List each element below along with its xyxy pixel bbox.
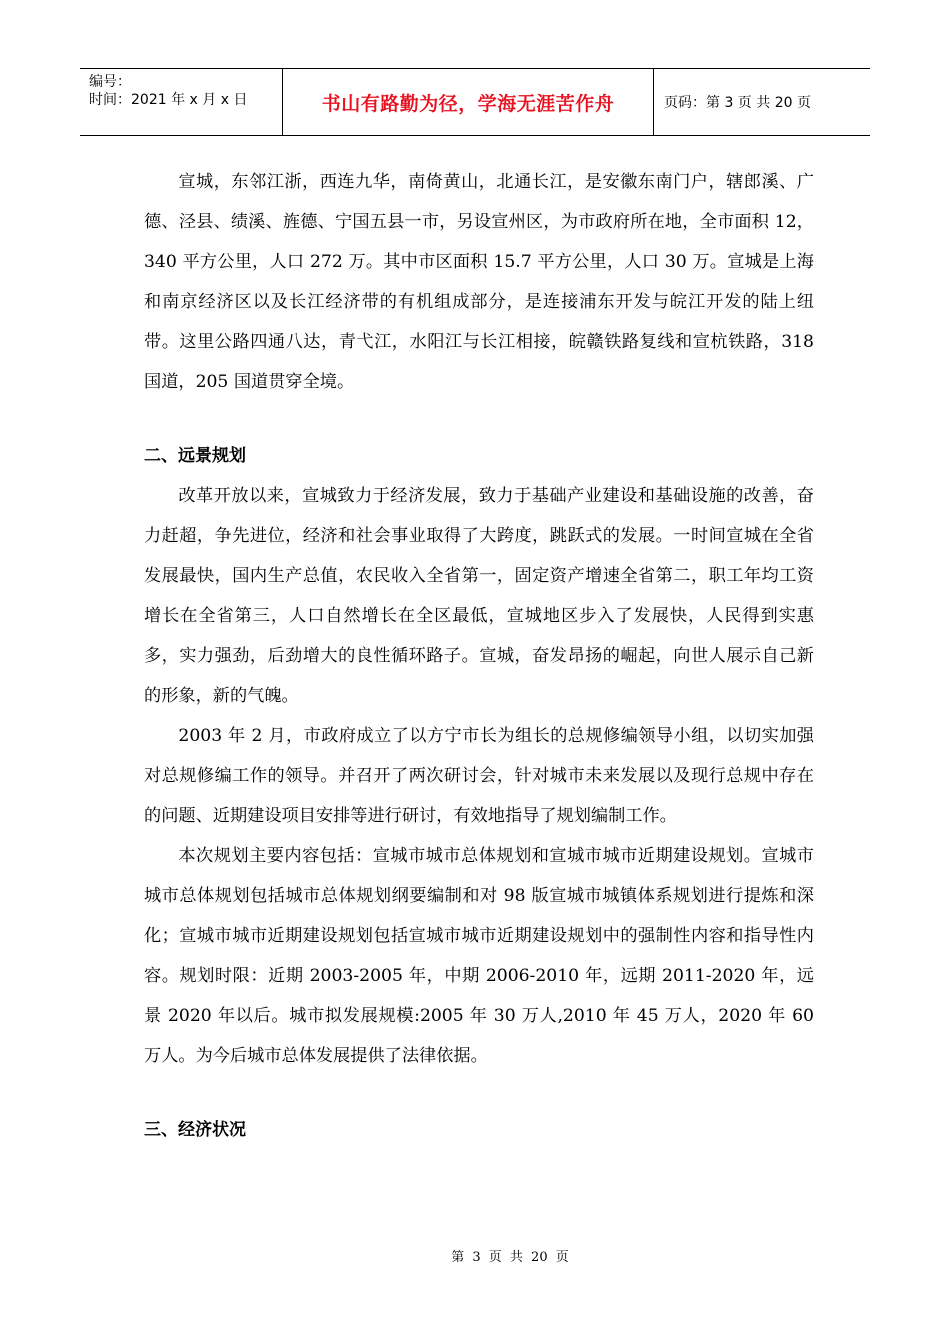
header-meta: [80, 69, 282, 135]
page-footer: 第 3 页 共 20 页: [451, 1250, 569, 1265]
intro-paragraph: 宣城，东邻江浙，西连九华，南倚黄山，北通长江，是安徽东南门户，辖郎溪、广德、泾县、绩溪、旌德、宁国五县一市，另设宣州区，为市政府所在地，全市面积 12，340 平方公里，人口 272 万。其中市区面积 15.7 平方公里，人口 30 万。宣城是上海和南京经济区以及长江经济带的有机组成部分，是连接浦东开发与皖江开发的陆上纽带。这里公路四通八达，青弋江，水阳江与长江相接，皖赣铁路复线和宣杭铁路，318 国道，205 国道贯穿全境。: [144, 172, 814, 392]
spacer: [144, 402, 814, 436]
document-date-label: 时间：2021 年 x 月 x 日: [89, 92, 248, 108]
vision-paragraph-2: 2003 年 2 月，市政府成立了以方宁市长为组长的总规修编领导小组，以切实加强对总规修编工作的领导。并召开了两次研讨会，针对城市未来发展以及现行总规中存在的问题、近期建设项目安排等进行研讨，有效地指导了规划编制工作。: [144, 726, 814, 826]
header-page-label: 页码：第 3 页 共 20 页: [664, 95, 811, 111]
header-motto: 书山有路勤为径，学海无涯苦作舟: [282, 69, 654, 135]
document-header: [80, 68, 870, 136]
section-heading-economy: 三、经济状况: [144, 1120, 246, 1140]
section-heading-vision: 二、远景规划: [144, 446, 246, 466]
vision-paragraph-1: 改革开放以来，宣城致力于经济发展，致力于基础产业建设和基础设施的改善，奋力赶超，争先进位，经济和社会事业取得了大跨度，跳跃式的发展。一时间宣城在全省发展最快，国内生产总值，农民收入全省第一，固定资产增速全省第二，职工年均工资增长在全省第三，人口自然增长在全区最低，宣城地区步入了发展快，人民得到实惠多，实力强劲，后劲增大的良性循环路子。宣城，奋发昂扬的崛起，向世人展示自己新的形象，新的气魄。: [144, 486, 814, 706]
document-body: [144, 162, 814, 1150]
vision-paragraph-3: 本次规划主要内容包括：宣城市城市总体规划和宣城市城市近期建设规划。宣城市城市总体规划包括城市总体规划纲要编制和对 98 版宣城市城镇体系规划进行提炼和深化；宣城市城市近期建设规划包括宣城市城市近期建设规划中的强制性内容和指导性内容。规划时限：近期 2003-2005 年，中期 2006-2010 年，远期 2011-2020 年，远景 2020 年以后。城市拟发展规模:2005 年 30 万人,2010 年 45 万人，2020 年 60 万人。为今后城市总体发展提供了法律依据。: [144, 846, 814, 1066]
spacer: [144, 1076, 814, 1110]
document-number-label: 编号：: [89, 74, 131, 90]
